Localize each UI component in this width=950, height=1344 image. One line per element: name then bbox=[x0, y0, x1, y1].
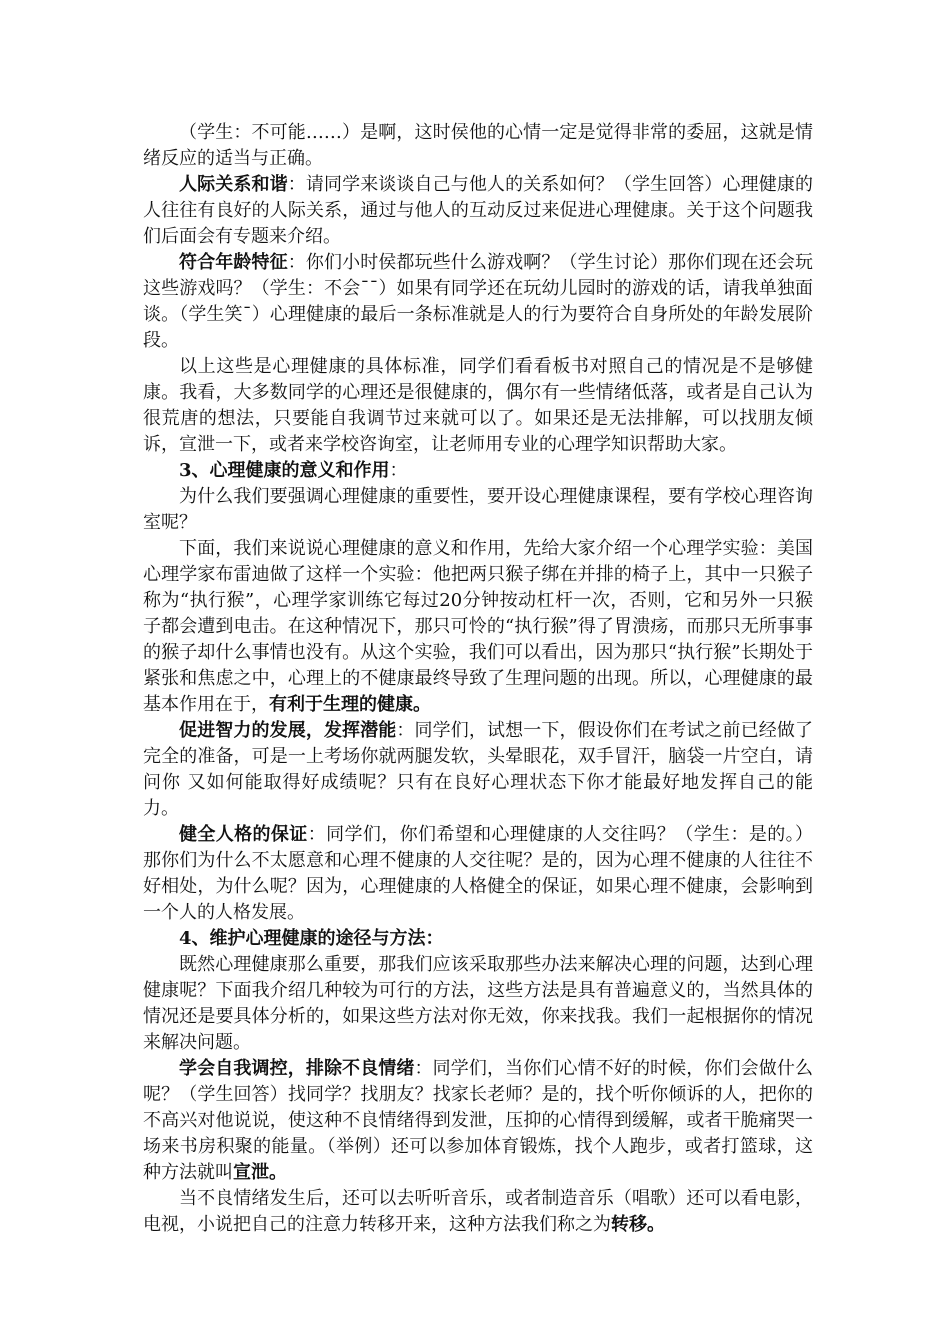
paragraph bbox=[143, 172, 813, 250]
text-run: ：同学们，当你们心情不好的时候，你们会做什么呢？（学生回答）找同学？找朋友？找家长老师？是的，找个听你倾诉的人，把你的不高兴对他说说，使这种不良情绪得到发泄，压抑的心情得到缓解，或者干脆痛哭一场来书房积聚的能量。（举例）还可以参加体育锻炼，找个人跑步，或者打篮球，这种方法就叫 bbox=[143, 1058, 813, 1183]
paragraph bbox=[143, 536, 813, 718]
paragraph bbox=[143, 354, 813, 458]
paragraph bbox=[143, 1056, 813, 1186]
paragraph bbox=[143, 484, 813, 536]
text-run: 为什么我们要强调心理健康的重要性，要开设心理健康课程，要有学校心理咨询室呢？ bbox=[143, 486, 813, 533]
paragraph bbox=[143, 250, 813, 354]
bold-heading: 人际关系和谐 bbox=[179, 174, 288, 195]
bold-heading: 促进智力的发展，发挥潜能 bbox=[179, 720, 397, 741]
text-run: 下面，我们来说说心理健康的意义和作用，先给大家介绍一个心理学实验：美国心理学家布雷迪做了这样一个实验：他把两只猴子绑在并排的椅子上，其中一只猴子称为“执行猴”，心理学家训练它每过20分钟按动杠杆一次，否则，它和另外一只猴子都会遭到电击。在这种情况下，那只可怜的“执行猴”得了胃溃疡，而那只无所事事的猴子却什么事情也没有。从这个实验，我们可以看出，因为那只“执行猴”长期处于紧张和焦虑之中，心理上的不健康最终导致了生理问题的出现。所以，心理健康的最基本作用在于， bbox=[143, 538, 813, 715]
bold-heading: 4、维护心理健康的途径与方法： bbox=[179, 928, 444, 949]
text-run: （学生：不可能……）是啊，这时侯他的心情一定是觉得非常的委屈，这就是情绪反应的适当与正确。 bbox=[143, 122, 813, 169]
bold-heading: 学会自我调控，排除不良情绪 bbox=[179, 1058, 415, 1079]
paragraph bbox=[143, 718, 813, 822]
bold-heading: 3、心理健康的意义和作用 bbox=[179, 460, 390, 481]
paragraph bbox=[143, 120, 813, 172]
text-run: ： bbox=[389, 460, 408, 481]
bold-emphasis: 转移。 bbox=[611, 1214, 665, 1235]
paragraph bbox=[143, 1186, 813, 1238]
text-run: 既然心理健康那么重要，那我们应该采取那些办法来解决心理的问题，达到心理健康呢？下面我介绍几种较为可行的方法，这些方法是具有普遍意义的，当然具体的情况还是要具体分析的，如果这些方法对你无效，你来找我。我们一起根据你的情况来解决问题。 bbox=[143, 954, 813, 1053]
text-run: ：同学们，试想一下，假设你们在考试之前已经做了完全的准备，可是一上考场你就两腿发软，头晕眼花，双手冒汗，脑袋一片空白，请问你 又如何能取得好成绩呢？只有在良好心理状态下你才能最好地发挥自己的能力。 bbox=[143, 720, 814, 819]
text-run: ：你们小时侯都玩些什么游戏啊？（学生讨论）那你们现在还会玩这些游戏吗？（学生：不会¯¯）如果有同学还在玩幼儿园时的游戏的话，请我单独面谈。（学生笑¯）心理健康的最后一条标准就是人的行为要符合自身所处的年龄发展阶段。 bbox=[143, 252, 814, 351]
text-run: 以上这些是心理健康的具体标准，同学们看看板书对照自己的情况是不是够健康。我看，大多数同学的心理还是很健康的，偶尔有一些情绪低落，或者是自己认为很荒唐的想法，只要能自我调节过来就可以了。如果还是无法排解，可以找朋友倾诉，宣泄一下，或者来学校咨询室，让老师用专业的心理学知识帮助大家。 bbox=[143, 356, 813, 455]
section-heading bbox=[143, 926, 813, 952]
bold-heading: 符合年龄特征 bbox=[179, 252, 288, 273]
section-heading bbox=[143, 458, 813, 484]
paragraph bbox=[143, 822, 813, 926]
bold-emphasis: 有利于生理的健康。 bbox=[269, 694, 431, 715]
document-body bbox=[143, 120, 813, 1238]
bold-heading: 健全人格的保证 bbox=[179, 824, 308, 845]
text-run: 当不良情绪发生后，还可以去听听音乐，或者制造音乐（唱歌）还可以看电影，电视，小说把自己的注意力转移开来，这种方法我们称之为 bbox=[143, 1188, 813, 1235]
text-run: ：请同学来谈谈自己与他人的关系如何？（学生回答）心理健康的人往往有良好的人际关系，通过与他人的互动反过来促进心理健康。关于这个问题我们后面会有专题来介绍。 bbox=[143, 174, 814, 247]
text-run: ：同学们，你们希望和心理健康的人交往吗？（学生：是的。）那你们为什么不太愿意和心理不健康的人交往呢？是的，因为心理不健康的人往往不好相处，为什么呢？因为，心理健康的人格健全的保证，如果心理不健康，会影响到一个人的人格发展。 bbox=[143, 824, 814, 923]
paragraph bbox=[143, 952, 813, 1056]
bold-emphasis: 宣泄。 bbox=[233, 1162, 287, 1183]
